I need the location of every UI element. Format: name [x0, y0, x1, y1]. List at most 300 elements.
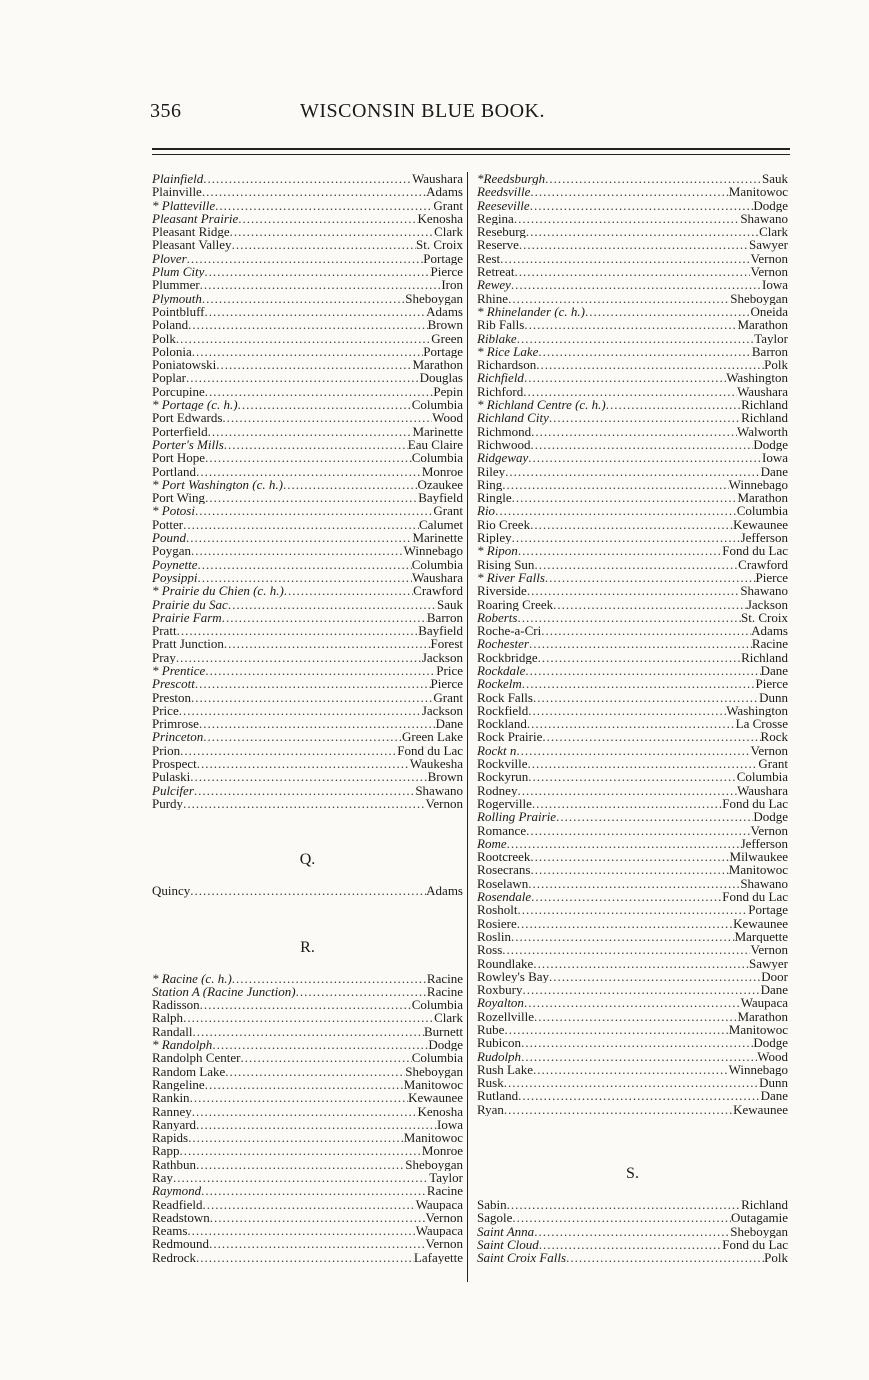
entry-place: Richfield	[477, 371, 524, 385]
entry-county: Manitowoc	[403, 1131, 463, 1145]
leader-dots	[183, 797, 425, 810]
leader-dots	[188, 1131, 404, 1144]
index-entry	[477, 890, 788, 903]
leader-dots	[190, 1091, 409, 1104]
leader-dots	[536, 358, 764, 371]
leader-dots	[517, 611, 741, 624]
index-entry	[477, 930, 788, 943]
entry-county: Polk	[764, 358, 788, 372]
index-entry	[152, 611, 463, 624]
leader-dots	[517, 784, 737, 797]
entry-place: Rochester	[477, 637, 529, 651]
leader-dots	[533, 957, 749, 970]
entry-county: Richland	[741, 411, 788, 425]
entry-place: Rockville	[477, 757, 528, 771]
entry-county: Dane	[760, 464, 788, 478]
index-entry	[152, 985, 463, 998]
entry-place: Pointbluff	[152, 304, 205, 319]
leader-dots	[511, 278, 762, 291]
entry-place: Ripley	[477, 531, 512, 545]
leader-dots	[187, 1224, 415, 1237]
index-entry	[152, 345, 463, 358]
index-entry	[152, 425, 463, 438]
entry-county: Iowa	[437, 1117, 463, 1132]
entry-place: Reedsville	[477, 185, 531, 199]
index-entry	[477, 1050, 788, 1063]
entry-place: Richmond	[477, 424, 532, 438]
leader-dots	[195, 677, 431, 690]
leader-dots	[528, 770, 736, 783]
index-entry	[477, 704, 788, 717]
leader-dots	[192, 345, 424, 358]
entry-place: Rozellville	[477, 1009, 535, 1023]
entry-county: Sheboygan	[730, 1224, 788, 1238]
entry-county: Bayfield	[418, 624, 463, 638]
leader-dots	[222, 611, 427, 624]
entry-place: Poygan	[152, 544, 191, 558]
entry-county: Forest	[430, 637, 463, 651]
index-entry	[152, 757, 463, 770]
index-entry	[152, 717, 463, 730]
entry-place: Redrock	[152, 1250, 197, 1265]
entry-county: Portage	[423, 251, 463, 266]
index-entry	[152, 691, 463, 704]
entry-place: Potter	[152, 517, 184, 532]
entry-place: Roxbury	[477, 983, 523, 997]
index-entry	[152, 185, 463, 198]
leader-dots	[518, 544, 722, 557]
index-entry	[152, 411, 463, 424]
entry-county: Dodge	[753, 810, 788, 824]
index-entry	[477, 225, 788, 238]
index-entry	[477, 797, 788, 810]
leader-dots	[524, 996, 741, 1009]
leader-dots	[180, 744, 397, 757]
entry-county: Washington	[726, 703, 788, 718]
index-entry	[152, 744, 463, 757]
entry-place: Riverside	[477, 584, 527, 598]
entry-county: Sheboygan	[405, 291, 463, 305]
entry-place: Port Hope	[152, 451, 206, 465]
leader-dots	[539, 1238, 723, 1251]
index-entry	[152, 478, 463, 491]
leader-dots	[197, 558, 411, 571]
leader-dots	[532, 797, 722, 810]
leader-dots	[197, 757, 410, 770]
entry-place: Prospect	[152, 757, 197, 771]
entry-place: Rock Falls	[477, 690, 533, 704]
leader-dots	[216, 358, 412, 371]
entry-place: Roslin	[477, 929, 511, 944]
entry-county: La Crosse	[735, 717, 788, 731]
entry-place: Plummer	[152, 278, 200, 292]
leader-dots	[504, 1076, 759, 1089]
entry-place: Richland City	[477, 411, 549, 425]
entry-county: Columbia	[411, 1051, 463, 1065]
leader-dots	[606, 398, 741, 411]
leader-dots	[514, 212, 741, 225]
entry-place: Plainfield	[152, 172, 204, 186]
leader-dots	[545, 172, 762, 185]
index-entry	[152, 598, 463, 611]
index-entry	[152, 265, 463, 278]
index-entry	[152, 784, 463, 797]
index-entry	[477, 598, 788, 611]
leader-dots	[502, 943, 750, 956]
entry-county: Sheboygan	[405, 1157, 463, 1171]
index-entry	[477, 318, 788, 331]
entry-county: Vernon	[750, 265, 788, 279]
index-entry	[152, 1224, 463, 1237]
entry-county: Ozaukee	[417, 477, 463, 492]
entry-place: Plainville	[152, 185, 202, 199]
entry-place: Ray	[152, 1171, 173, 1185]
leader-dots	[531, 890, 722, 903]
section-heading-r: R.	[300, 938, 315, 956]
leader-dots	[195, 504, 433, 517]
index-entry	[477, 465, 788, 478]
index-entry	[477, 637, 788, 650]
leader-dots	[508, 292, 730, 305]
index-entry	[152, 637, 463, 650]
index-entry	[152, 332, 463, 345]
leader-dots	[224, 637, 431, 650]
leader-dots	[179, 704, 422, 717]
leader-dots	[222, 411, 432, 424]
index-entry	[477, 451, 788, 464]
entry-county: Fond du Lac	[722, 796, 788, 811]
entry-county: Columbia	[736, 504, 788, 518]
leader-dots	[523, 983, 761, 996]
entry-county: Kenosha	[417, 211, 463, 226]
index-entry	[152, 504, 463, 517]
entry-county: Manitowoc	[728, 863, 788, 877]
index-entry	[152, 358, 463, 371]
leader-dots	[238, 398, 412, 411]
entry-county: Kenosha	[417, 1104, 463, 1118]
entry-county: Kewaunee	[733, 1102, 788, 1117]
s-entries	[477, 1198, 788, 1264]
entry-place: Rangeline	[152, 1077, 205, 1092]
entry-place: Ranney	[152, 1104, 192, 1118]
index-entry	[477, 1036, 788, 1049]
leader-dots	[188, 318, 427, 331]
leader-dots	[204, 265, 430, 278]
entry-place: Rhine	[477, 291, 509, 305]
index-entry	[477, 717, 788, 730]
leader-dots	[203, 730, 402, 743]
index-entry	[152, 704, 463, 717]
index-entry	[152, 1118, 463, 1131]
leader-dots	[215, 199, 433, 212]
entry-county: Portage	[423, 344, 463, 359]
entry-place: * Prairie du Chien (c. h.)	[152, 584, 284, 598]
entry-county: Marathon	[412, 358, 463, 372]
leader-dots	[504, 1103, 733, 1116]
entry-place: Rootcreek	[477, 850, 531, 864]
leader-dots	[529, 637, 752, 650]
entry-county: Oneida	[750, 304, 788, 319]
index-entry	[152, 1171, 463, 1184]
index-entry	[477, 358, 788, 371]
entry-county: Pierce	[430, 677, 463, 691]
leader-dots	[525, 664, 760, 677]
index-entry	[477, 518, 788, 531]
index-entry	[477, 877, 788, 890]
entry-place: Saint Cloud	[477, 1237, 539, 1252]
entry-place: Rosholt	[477, 903, 518, 917]
index-entry	[477, 172, 788, 185]
entry-county: Door	[761, 969, 788, 984]
entry-place: Prion	[152, 743, 181, 758]
index-entry	[477, 425, 788, 438]
entry-place: * Rhinelander (c. h.)	[477, 304, 585, 319]
entry-county: Clark	[759, 225, 788, 239]
entry-county: Vernon	[425, 796, 463, 811]
index-entry	[152, 491, 463, 504]
right-column	[477, 172, 788, 1265]
leader-dots	[530, 199, 754, 212]
leader-dots	[512, 1211, 731, 1224]
entry-place: Readstown	[152, 1210, 210, 1225]
leader-dots	[208, 425, 413, 438]
entry-county: Lafayette	[413, 1250, 463, 1265]
entry-place: Rockland	[477, 717, 527, 731]
leader-dots	[199, 717, 436, 730]
index-entry	[477, 903, 788, 916]
entry-county: Dunn	[759, 690, 788, 704]
entry-place: * Portage (c. h.)	[152, 398, 238, 412]
leader-dots	[534, 1225, 730, 1238]
entry-place: Ringle	[477, 491, 512, 505]
leader-dots	[516, 744, 750, 757]
entry-place: Station A (Racine Junction)	[152, 984, 296, 999]
entry-county: Richland	[741, 650, 788, 664]
entry-county: Green	[431, 331, 463, 345]
index-entry	[152, 972, 463, 985]
leader-dots	[232, 972, 427, 985]
entry-county: Marinette	[412, 424, 463, 438]
entry-county: Columbia	[411, 398, 463, 412]
entry-county: Taylor	[429, 1171, 463, 1185]
index-entry	[152, 1025, 463, 1038]
leader-dots	[192, 1025, 424, 1038]
leader-dots	[505, 465, 760, 478]
index-entry	[477, 305, 788, 318]
entry-county: Portage	[748, 903, 788, 917]
entry-place: Roaring Creek	[477, 597, 554, 611]
entry-county: Columbia	[411, 451, 463, 465]
leader-dots	[225, 1065, 405, 1078]
entry-place: Polk	[152, 331, 176, 345]
index-entry	[477, 385, 788, 398]
leader-dots	[190, 884, 426, 897]
leader-dots	[187, 252, 424, 265]
entry-county: Richland	[741, 1198, 788, 1212]
leader-dots	[201, 1184, 427, 1197]
entry-place: Rosiere	[477, 916, 517, 930]
entry-place: Rosendale	[477, 890, 532, 904]
index-entry	[477, 278, 788, 291]
leader-dots	[504, 1023, 728, 1036]
entry-county: Crawford	[413, 584, 463, 598]
entry-place: Saint Croix Falls	[477, 1251, 567, 1265]
index-entry	[152, 1237, 463, 1250]
entry-place: Preston	[152, 690, 191, 704]
leader-dots	[518, 1089, 760, 1102]
leader-dots	[230, 225, 434, 238]
index-entry	[152, 292, 463, 305]
index-entry	[152, 278, 463, 291]
entry-county: Vernon	[750, 743, 788, 758]
leader-dots	[530, 438, 753, 451]
entry-county: Marathon	[737, 1009, 788, 1023]
entry-place: Pulcifer	[152, 783, 194, 797]
entry-county: Racine	[426, 984, 463, 999]
leader-dots	[196, 1158, 405, 1171]
index-entry	[152, 465, 463, 478]
entry-county: Barron	[751, 344, 788, 359]
entry-county: Waushara	[737, 783, 788, 797]
leader-dots	[528, 877, 740, 890]
leader-dots	[209, 1237, 425, 1250]
entry-county: Shawano	[415, 783, 463, 797]
entry-place: Primrose	[152, 717, 199, 731]
entry-place: Ross	[477, 943, 503, 957]
entry-place: Rockelm	[477, 677, 522, 691]
index-entry	[152, 797, 463, 810]
entry-county: Washington	[726, 371, 788, 385]
leader-dots	[179, 1144, 421, 1157]
entry-county: Vernon	[425, 1210, 463, 1225]
index-entry	[152, 544, 463, 557]
entry-place: Retreat	[477, 265, 515, 279]
entry-county: Winnebago	[403, 544, 463, 558]
index-entry	[477, 770, 788, 783]
entry-county: Sheboygan	[405, 1064, 463, 1078]
entry-place: Reseburg	[477, 225, 526, 239]
index-entry	[152, 1078, 463, 1091]
leader-dots	[524, 371, 726, 384]
entry-place: Ridgeway	[477, 451, 529, 465]
entry-place: * Port Washington (c. h.)	[152, 477, 283, 492]
leader-dots	[205, 491, 418, 504]
entry-county: Dodge	[753, 437, 788, 452]
leader-dots	[183, 1011, 434, 1024]
entry-county: Sauk	[762, 172, 788, 186]
index-entry	[477, 677, 788, 690]
entry-county: St. Croix	[741, 610, 788, 625]
entry-county: Calumet	[418, 517, 463, 532]
index-entry	[477, 970, 788, 983]
entry-county: Wood	[432, 411, 463, 425]
entry-place: Plymouth	[152, 291, 202, 305]
leader-dots	[177, 624, 419, 637]
leader-dots	[202, 185, 426, 198]
entry-county: Dane	[760, 1089, 788, 1103]
entry-county: Fond du Lac	[722, 544, 788, 558]
entry-place: Port Wing	[152, 491, 206, 505]
index-entry	[152, 1184, 463, 1197]
index-entry	[477, 810, 788, 823]
index-entry	[152, 1131, 463, 1144]
entry-place: Polonia	[152, 344, 192, 359]
leader-dots	[283, 478, 418, 491]
index-entry	[152, 252, 463, 265]
entry-place: * Potosi	[152, 504, 195, 518]
entry-place: * Ripon	[477, 544, 518, 558]
entry-place: Pleasant Ridge	[152, 225, 230, 239]
entry-county: Eau Claire	[407, 437, 463, 452]
index-entry	[477, 837, 788, 850]
index-entry	[477, 943, 788, 956]
leader-dots	[176, 651, 422, 664]
entry-place: Randall	[152, 1024, 193, 1039]
entry-county: Price	[436, 663, 463, 678]
index-entry	[152, 1251, 463, 1264]
index-entry	[152, 1105, 463, 1118]
index-entry	[477, 292, 788, 305]
leader-dots	[196, 465, 422, 478]
entry-place: Roselawn	[477, 876, 529, 891]
leader-dots	[549, 970, 761, 983]
leader-dots	[512, 531, 741, 544]
leader-dots	[203, 172, 412, 185]
index-entry	[152, 1091, 463, 1104]
entry-place: Richford	[477, 384, 524, 399]
entry-place: Rockbridge	[477, 650, 538, 664]
entry-county: Adams	[426, 884, 463, 898]
leader-dots	[511, 930, 735, 943]
leader-dots	[183, 518, 419, 531]
entry-county: Winnebago	[728, 1062, 788, 1077]
leader-dots	[198, 571, 413, 584]
entry-county: Jackson	[421, 650, 463, 664]
index-entry	[152, 1065, 463, 1078]
entry-county: St. Croix	[416, 238, 463, 252]
index-entry	[477, 1251, 788, 1264]
leader-dots	[517, 903, 748, 916]
leader-dots	[196, 1251, 414, 1264]
entry-county: Vernon	[750, 251, 788, 266]
leader-dots	[533, 691, 759, 704]
entry-place: Princeton	[152, 730, 204, 744]
leader-dots	[200, 998, 412, 1011]
index-entry	[477, 917, 788, 930]
entry-place: * Prentice	[152, 663, 206, 678]
index-entry	[477, 996, 788, 1009]
leader-dots	[238, 212, 417, 225]
entry-place: Poysippi	[152, 570, 198, 585]
leader-dots	[541, 624, 751, 637]
index-entry	[477, 252, 788, 265]
entry-place: Rockt n	[477, 743, 517, 758]
entry-place: Pratt	[152, 624, 177, 638]
entry-county: Manitowoc	[403, 1077, 463, 1092]
index-entry	[152, 584, 463, 597]
entry-place: Prescott	[152, 677, 195, 691]
entry-place: Portland	[152, 464, 197, 478]
leader-dots	[534, 1010, 737, 1023]
leader-dots	[507, 1198, 741, 1211]
entry-place: Pleasant Valley	[152, 238, 232, 252]
entry-place: Saint Anna	[477, 1224, 535, 1238]
entry-county: Dodge	[753, 1036, 788, 1050]
entry-county: Waupaca	[415, 1197, 463, 1211]
entry-place: Richardson	[477, 358, 537, 372]
entry-county: Marquette	[734, 929, 788, 944]
index-entry	[477, 584, 788, 597]
